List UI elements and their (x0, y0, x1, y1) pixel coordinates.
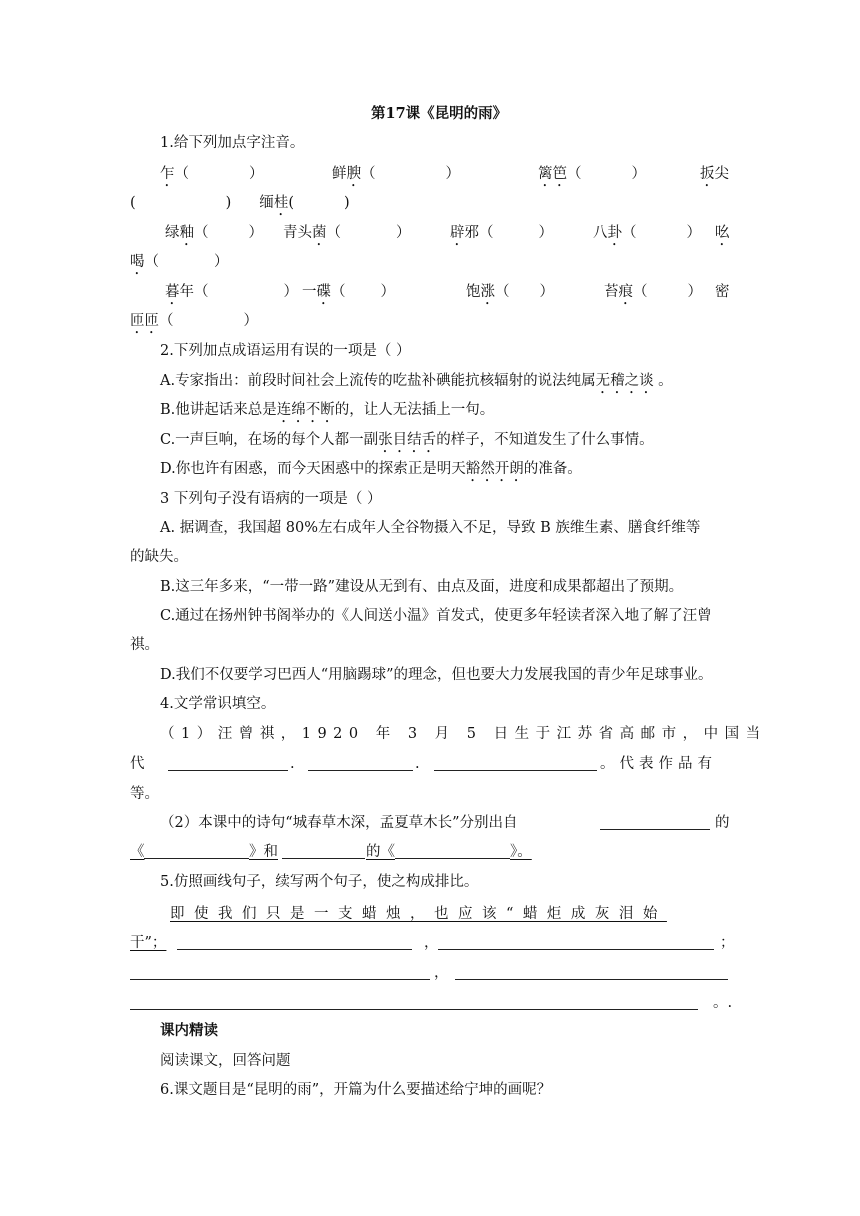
section-intro: 阅读课文，回答问题 (160, 1053, 291, 1069)
answer-blank[interactable] (395, 842, 510, 859)
question-3-stem: 3 下列句子没有语病的一项是（ ） (160, 491, 382, 507)
answer-blank[interactable] (455, 963, 728, 980)
answer-blank[interactable] (144, 842, 249, 859)
answer-blank[interactable] (177, 933, 412, 950)
answer-blank[interactable] (434, 754, 597, 771)
q5-model-sentence: 即使我们只是一支蜡烛，也应该“蜡炬成灰泪始 (170, 906, 667, 922)
q2-option-c: C.一声巨响，在场的每个人都一副张目结舌的样子，不知道发生了什么事情。 (160, 432, 654, 448)
q3-option-a-line1: A. 据调查，我国超 80%左右成年人全谷物摄入不足，导致 B 族维生素、膳食纤维等 (160, 520, 701, 536)
q1-row1b: ( ) 缅桂( ) (130, 195, 350, 211)
q3-option-c-line1: C.通过在扬州钟书阁举办的《人间送小温》首发式，使更多年轻读者深入地了解了汪曾 (160, 608, 712, 624)
q3-option-a-line2: 的缺失。 (130, 549, 188, 565)
question-1-stem: 1.给下列加点字注音。 (160, 135, 305, 151)
answer-blank[interactable] (130, 963, 430, 980)
section-heading: 课内精读 (160, 1022, 218, 1039)
q2-option-d: D.你也许有困惑，而今天困惑中的探索正是明天豁然开朗的准备。 (160, 461, 582, 477)
q4-part1-line1: （1）汪曾祺，1920 年 3 月 5 日生于江苏省高邮市，中国当 (160, 726, 767, 742)
answer-blank[interactable] (308, 754, 413, 771)
answer-blank[interactable] (130, 993, 698, 1010)
answer-blank[interactable] (600, 813, 710, 830)
question-2-stem: 2.下列加点成语运用有误的一项是（ ） (160, 343, 411, 359)
q3-option-c-line2: 祺。 (130, 637, 159, 653)
page-title: 第17课《昆明的雨》 (371, 105, 508, 122)
q3-option-d: D.我们不仅要学习巴西人“用脑踢球”的理念，但也要大力发展我国的青少年足球事业。 (160, 667, 713, 683)
q4-part2-line1: （2）本课中的诗句“城春草木深，孟夏草木长”分别出自 的 (160, 815, 730, 831)
q1-row3b: 匝匝（ ） (130, 313, 258, 329)
answer-blank[interactable] (168, 754, 288, 771)
question-5-stem: 5.仿照画线句子，续写两个句子，使之构成排比。 (160, 874, 479, 890)
question-6: 6.课文题目是“昆明的雨”，开篇为什么要描述给宁坤的画呢？ (160, 1082, 552, 1098)
q4-part1-line3: 等。 (130, 786, 159, 802)
answer-blank[interactable] (282, 842, 365, 859)
q2-option-b: B.他讲起话来总是连绵不断的，让人无法插上一句。 (160, 402, 495, 418)
q3-option-b: B.这三年多来，“一带一路”建设从无到有、由点及面，进度和成果都超出了预期。 (160, 579, 684, 595)
q2-option-a: A.专家指出：前段时间社会上流传的吃盐补碘能抗核辐射的说法纯属无稽之谈 。 (160, 373, 673, 389)
q1-row2b: 喝（ ） (130, 254, 229, 270)
answer-blank[interactable] (438, 933, 714, 950)
question-4-stem: 4.文学常识填空。 (160, 696, 276, 712)
